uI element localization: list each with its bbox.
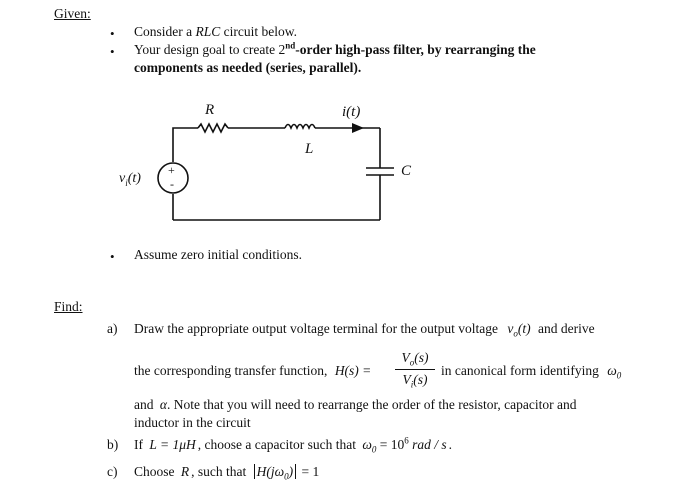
resistor-symbol xyxy=(198,124,228,132)
source-minus: - xyxy=(170,177,174,191)
magnitude-expression: $H(j\omega_0)$ xyxy=(254,464,297,479)
tf-denominator: $V_i(s)$ xyxy=(402,372,428,390)
inductance-value: L = 1μH xyxy=(149,437,196,452)
bullet-consider: Consider a RLC circuit below. xyxy=(134,24,297,39)
item-c-text: Choose R , such that $H(j\omega_0) = 1$ xyxy=(134,464,320,482)
item-a-marker: a) xyxy=(107,321,118,336)
wire-top-left xyxy=(173,128,198,162)
item-a-line3: and α. Note that you will need to rearrange the order of the resistor, capacitor and xyxy=(134,397,577,412)
omega0-symbol: $\omega_0$ xyxy=(607,363,622,381)
inductor-symbol xyxy=(285,125,315,129)
given-heading: Given: xyxy=(54,6,91,21)
label-r: R xyxy=(205,102,215,118)
item-b-marker: b) xyxy=(107,437,119,452)
source-plus: + xyxy=(168,163,175,177)
label-c: C xyxy=(401,163,412,179)
alpha-symbol: α xyxy=(159,397,167,412)
find-heading: Find: xyxy=(54,299,83,314)
h-of-s: H(s) = xyxy=(334,363,372,378)
current-arrow-icon xyxy=(352,123,364,133)
item-b-text: If L = 1μH , choose a capacitor such that $\omega_0 = 10^6$ rad / s . xyxy=(134,435,453,455)
rlc-text: RLC xyxy=(195,24,221,39)
bullet-dot: • xyxy=(110,44,115,59)
label-l: L xyxy=(305,141,314,157)
tf-fraction-bar xyxy=(395,369,435,370)
bullet-dot: • xyxy=(110,249,115,264)
omega0-b: $\omega_0$ xyxy=(362,437,377,455)
item-a-line4: inductor in the circuit xyxy=(134,415,251,430)
tf-numerator: $V_o(s)$ xyxy=(401,350,429,368)
bullet-design-goal: Your design goal to create 2nd-order high-pass filter, by rearranging the xyxy=(134,40,536,57)
bullet-zero-conditions: Assume zero initial conditions. xyxy=(134,247,302,262)
vo-symbol: $v_o(t)$ xyxy=(507,321,531,339)
label-source: $v_i(t)$ xyxy=(119,171,141,188)
resistance-symbol: R xyxy=(180,464,190,479)
bullet-design-goal-line2: components as needed (series, parallel). xyxy=(134,60,362,75)
label-current: i(t) xyxy=(342,104,361,120)
item-c-marker: c) xyxy=(107,464,118,479)
item-a-line1: Draw the appropriate output voltage terminal for the output voltage $v_o(t)$ and derive xyxy=(134,321,595,339)
bullet-dot: • xyxy=(110,26,115,41)
item-a-line2-tail: in canonical form identifying $\omega_0$ xyxy=(441,363,622,381)
item-a-line2: the corresponding transfer function, H(s) = xyxy=(134,363,372,378)
